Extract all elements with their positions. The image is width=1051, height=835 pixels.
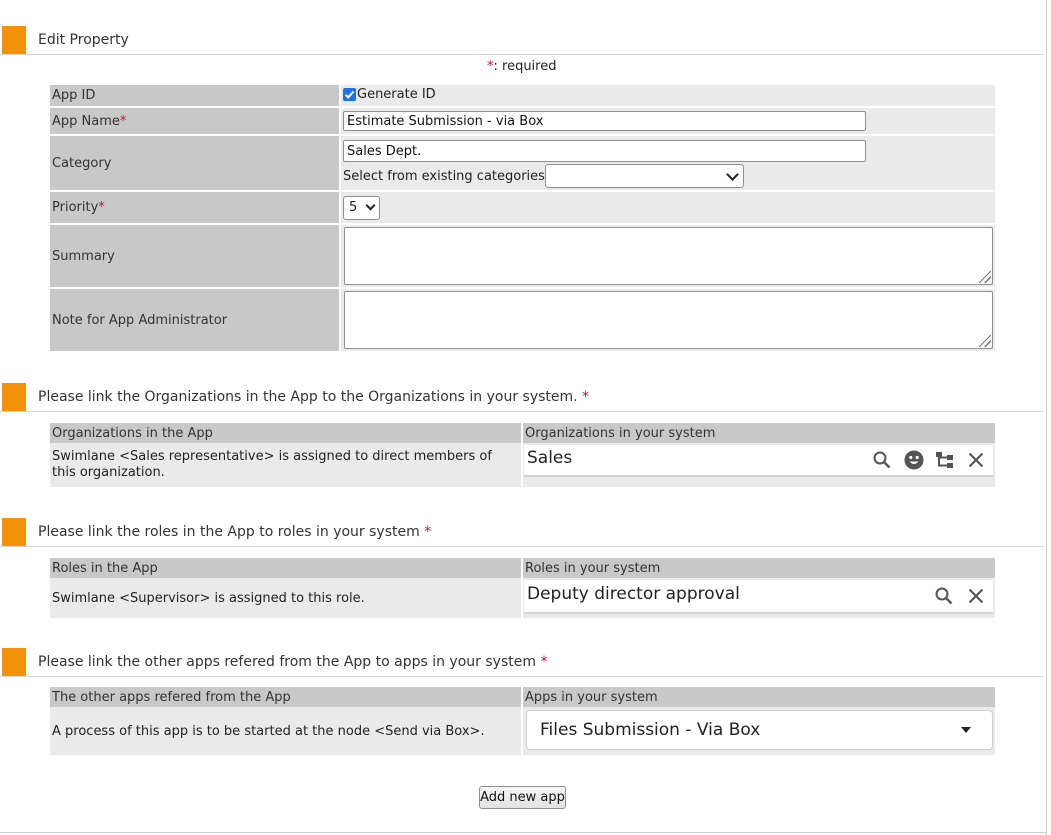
apps-col-app: The other apps refered from the App [50, 687, 522, 707]
section-marker [2, 26, 26, 54]
app-name-cell [340, 107, 995, 135]
clear-icon[interactable] [966, 450, 986, 470]
apps-row-select-cell [522, 707, 995, 755]
section-title-text: Please link the Organizations in the App to the Organizations in your system. [38, 389, 578, 405]
apps-mapping-table [50, 687, 995, 755]
category-input[interactable] [343, 140, 866, 162]
org-table-header [50, 423, 995, 443]
user-face-icon[interactable] [904, 450, 924, 470]
required-asterisk: * [540, 654, 548, 670]
apps-table-header [50, 687, 995, 707]
apps-row [50, 707, 995, 755]
note-textarea[interactable] [344, 291, 993, 349]
org-row [50, 443, 995, 487]
resize-grip-icon[interactable] [979, 335, 991, 347]
required-asterisk: * [582, 389, 590, 405]
window-border-bottom [0, 832, 1047, 833]
row-app-id [50, 85, 995, 107]
priority-select[interactable] [343, 196, 380, 220]
app-name-label-text: App Name [52, 113, 120, 129]
section-roles [0, 518, 1044, 547]
required-note-text: : required [493, 59, 557, 74]
caret-down-icon [961, 727, 971, 733]
chevron-down-icon [726, 168, 739, 181]
app-id-value [340, 85, 995, 107]
summary-textarea[interactable] [344, 227, 993, 285]
role-col-system: Roles in your system [525, 560, 661, 576]
note-label: Note for App Administrator [50, 288, 340, 352]
apps-row-description: A process of this app is to be started at the node <Send via Box>. [50, 707, 522, 755]
app-name-input[interactable] [343, 111, 866, 131]
row-summary [50, 224, 995, 288]
org-col-system: Organizations in your system [525, 425, 716, 441]
window-border-right [1046, 0, 1047, 835]
category-label: Category [50, 135, 340, 191]
category-select-label: Select from existing categories [343, 168, 545, 184]
summary-label: Summary [50, 224, 340, 288]
section-title-text: Please link the roles in the App to roles in your system [38, 524, 420, 540]
section-marker [2, 518, 26, 546]
role-row-description: Swimlane <Supervisor> is assigned to this role. [50, 578, 522, 618]
org-mapping-table [50, 423, 995, 487]
section-edit-property [0, 26, 1044, 55]
app-id-label: App ID [50, 85, 340, 107]
section-apps [0, 648, 1044, 677]
property-form [50, 85, 995, 353]
required-asterisk: * [98, 200, 105, 215]
role-col-app: Roles in the App [50, 558, 522, 578]
checkbox-icon [343, 88, 356, 101]
role-picker-value: Deputy director approval [527, 584, 740, 604]
section-marker [2, 648, 26, 676]
apps-select-value: Files Submission - Via Box [540, 720, 761, 740]
search-icon[interactable] [872, 450, 892, 470]
row-app-name [50, 107, 995, 135]
required-asterisk: * [487, 59, 494, 74]
section-title-text: Please link the other apps refered from the App to apps in your system [38, 654, 536, 670]
org-col-app: Organizations in the App [50, 423, 522, 443]
priority-label [50, 191, 340, 224]
section-orgs [0, 383, 1044, 412]
role-row [50, 578, 995, 618]
priority-select-value: 5 [349, 200, 358, 215]
resize-grip-icon[interactable] [979, 271, 991, 283]
row-category [50, 135, 995, 191]
required-legend [487, 59, 556, 74]
role-picker[interactable] [524, 580, 993, 614]
role-table-header [50, 558, 995, 578]
org-picker-value: Sales [527, 448, 573, 468]
apps-col-system: Apps in your system [525, 689, 658, 705]
category-select[interactable] [545, 164, 744, 188]
note-cell [340, 288, 995, 352]
org-row-description: Swimlane <Sales representative> is assigned to direct members of this organization. [50, 443, 522, 487]
generate-id-label[interactable]: Generate ID [357, 86, 436, 102]
section-title: Edit Property [38, 32, 129, 48]
section-marker [2, 383, 26, 411]
apps-select[interactable] [526, 710, 993, 750]
role-mapping-table [50, 558, 995, 618]
required-asterisk: * [424, 524, 432, 540]
row-note [50, 288, 995, 352]
category-cell [340, 135, 995, 191]
search-icon[interactable] [934, 586, 954, 606]
clear-icon[interactable] [966, 586, 986, 606]
generate-id-checkbox[interactable] [343, 88, 356, 101]
add-new-app-button[interactable]: Add new app [479, 786, 566, 809]
org-tree-icon[interactable] [935, 450, 955, 470]
role-row-picker-cell [522, 578, 995, 618]
app-name-label [50, 107, 340, 135]
chevron-down-icon [366, 201, 376, 211]
row-priority [50, 191, 995, 224]
priority-label-text: Priority [52, 200, 99, 215]
required-asterisk: * [119, 113, 127, 129]
section-title [38, 654, 547, 670]
section-title [38, 524, 431, 540]
section-title [38, 389, 589, 405]
org-picker[interactable] [524, 445, 993, 477]
priority-cell [340, 191, 995, 224]
org-row-picker-cell [522, 443, 995, 487]
summary-cell [340, 224, 995, 288]
